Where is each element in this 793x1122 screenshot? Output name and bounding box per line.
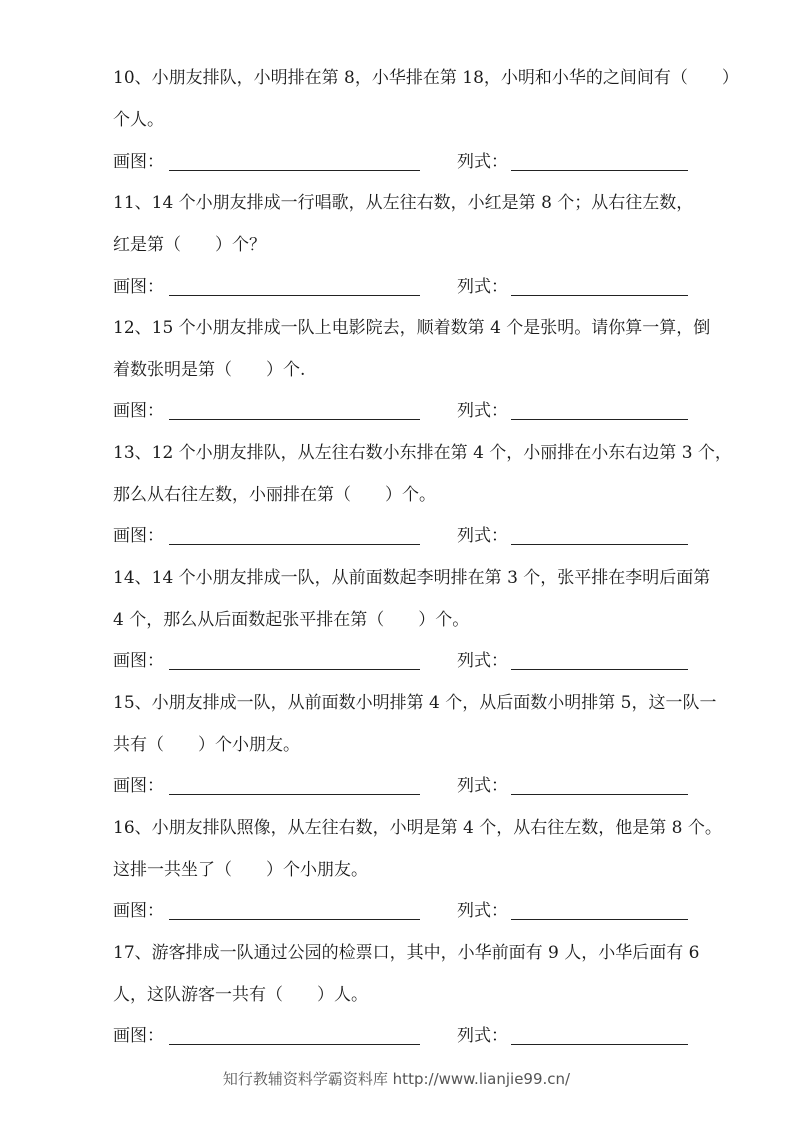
problem-12-line-1: 12、15 个小朋友排成一队上电影院去，顺着数第 4 个是张明。请你算一算，倒 (113, 318, 711, 338)
problem-15-line-2: 共有（ ）个小朋友。 (113, 735, 300, 755)
problem-16-line-1: 16、小朋友排队照像，从左往右数，小明是第 4 个，从右往左数，他是第 8 个。 (113, 818, 722, 838)
problem-16-answer-row (113, 900, 713, 924)
draw-label: 画图： (113, 277, 164, 297)
formula-label: 列式： (457, 776, 508, 796)
draw-label: 画图： (113, 901, 164, 921)
formula-label: 列式： (457, 526, 508, 546)
formula-label: 列式： (457, 1026, 508, 1046)
problem-12-line-2: 着数张明是第（ ）个. (113, 360, 306, 380)
draw-blank[interactable] (169, 919, 420, 920)
draw-label: 画图： (113, 526, 164, 546)
footer-watermark: 知行教辅资料学霸资料库 http://www.lianjie99.cn/ (222, 1070, 571, 1088)
draw-blank[interactable] (169, 1044, 420, 1045)
problem-17-line-2: 人，这队游客一共有（ ）人。 (113, 985, 368, 1005)
formula-blank[interactable] (511, 544, 688, 545)
problem-13-answer-row (113, 525, 713, 549)
draw-label: 画图： (113, 776, 164, 796)
problem-14-line-1: 14、14 个小朋友排成一队，从前面数起李明排在第 3 个，张平排在李明后面第 (113, 568, 711, 588)
draw-blank[interactable] (169, 794, 420, 795)
formula-blank[interactable] (511, 919, 688, 920)
problem-10-line-2: 个人。 (113, 110, 164, 130)
problem-10-line-1: 10、小朋友排队，小明排在第 8，小华排在第 18，小明和小华的之间间有（ ） (113, 68, 739, 88)
formula-label: 列式： (457, 277, 508, 297)
problem-17-answer-row (113, 1025, 713, 1049)
formula-blank[interactable] (511, 669, 688, 670)
problem-15-line-1: 15、小朋友排成一队，从前面数小明排第 4 个，从后面数小明排第 5，这一队一 (113, 693, 717, 713)
draw-label: 画图： (113, 401, 164, 421)
formula-blank[interactable] (511, 170, 688, 171)
formula-blank[interactable] (511, 295, 688, 296)
draw-label: 画图： (113, 152, 164, 172)
draw-blank[interactable] (169, 170, 420, 171)
problem-14-line-2: 4 个，那么从后面数起张平排在第（ ）个。 (113, 610, 470, 630)
draw-blank[interactable] (169, 295, 420, 296)
formula-label: 列式： (457, 651, 508, 671)
problem-16-line-2: 这排一共坐了（ ）个小朋友。 (113, 860, 368, 880)
problem-14-answer-row (113, 650, 713, 674)
problem-13-line-2: 那么从右往左数，小丽排在第（ ）个。 (113, 485, 436, 505)
problem-17-line-1: 17、游客排成一队通过公园的检票口，其中，小华前面有 9 人，小华后面有 6 (113, 943, 700, 963)
draw-blank[interactable] (169, 669, 420, 670)
formula-label: 列式： (457, 401, 508, 421)
formula-label: 列式： (457, 152, 508, 172)
formula-label: 列式： (457, 901, 508, 921)
draw-blank[interactable] (169, 419, 420, 420)
problem-11-answer-row (113, 276, 713, 300)
draw-label: 画图： (113, 1026, 164, 1046)
formula-blank[interactable] (511, 794, 688, 795)
draw-blank[interactable] (169, 544, 420, 545)
problem-12-answer-row (113, 400, 713, 424)
problem-11-line-2: 红是第（ ）个？ (113, 235, 266, 255)
problem-15-answer-row (113, 775, 713, 799)
formula-blank[interactable] (511, 1044, 688, 1045)
problem-11-line-1: 11、14 个小朋友排成一行唱歌，从左往右数，小红是第 8 个；从右往左数， (113, 193, 694, 213)
formula-blank[interactable] (511, 419, 688, 420)
problem-10-answer-row (113, 151, 713, 175)
problem-13-line-1: 13、12 个小朋友排队，从左往右数小东排在第 4 个，小丽排在小东右边第 3 个， (113, 443, 732, 463)
draw-label: 画图： (113, 651, 164, 671)
